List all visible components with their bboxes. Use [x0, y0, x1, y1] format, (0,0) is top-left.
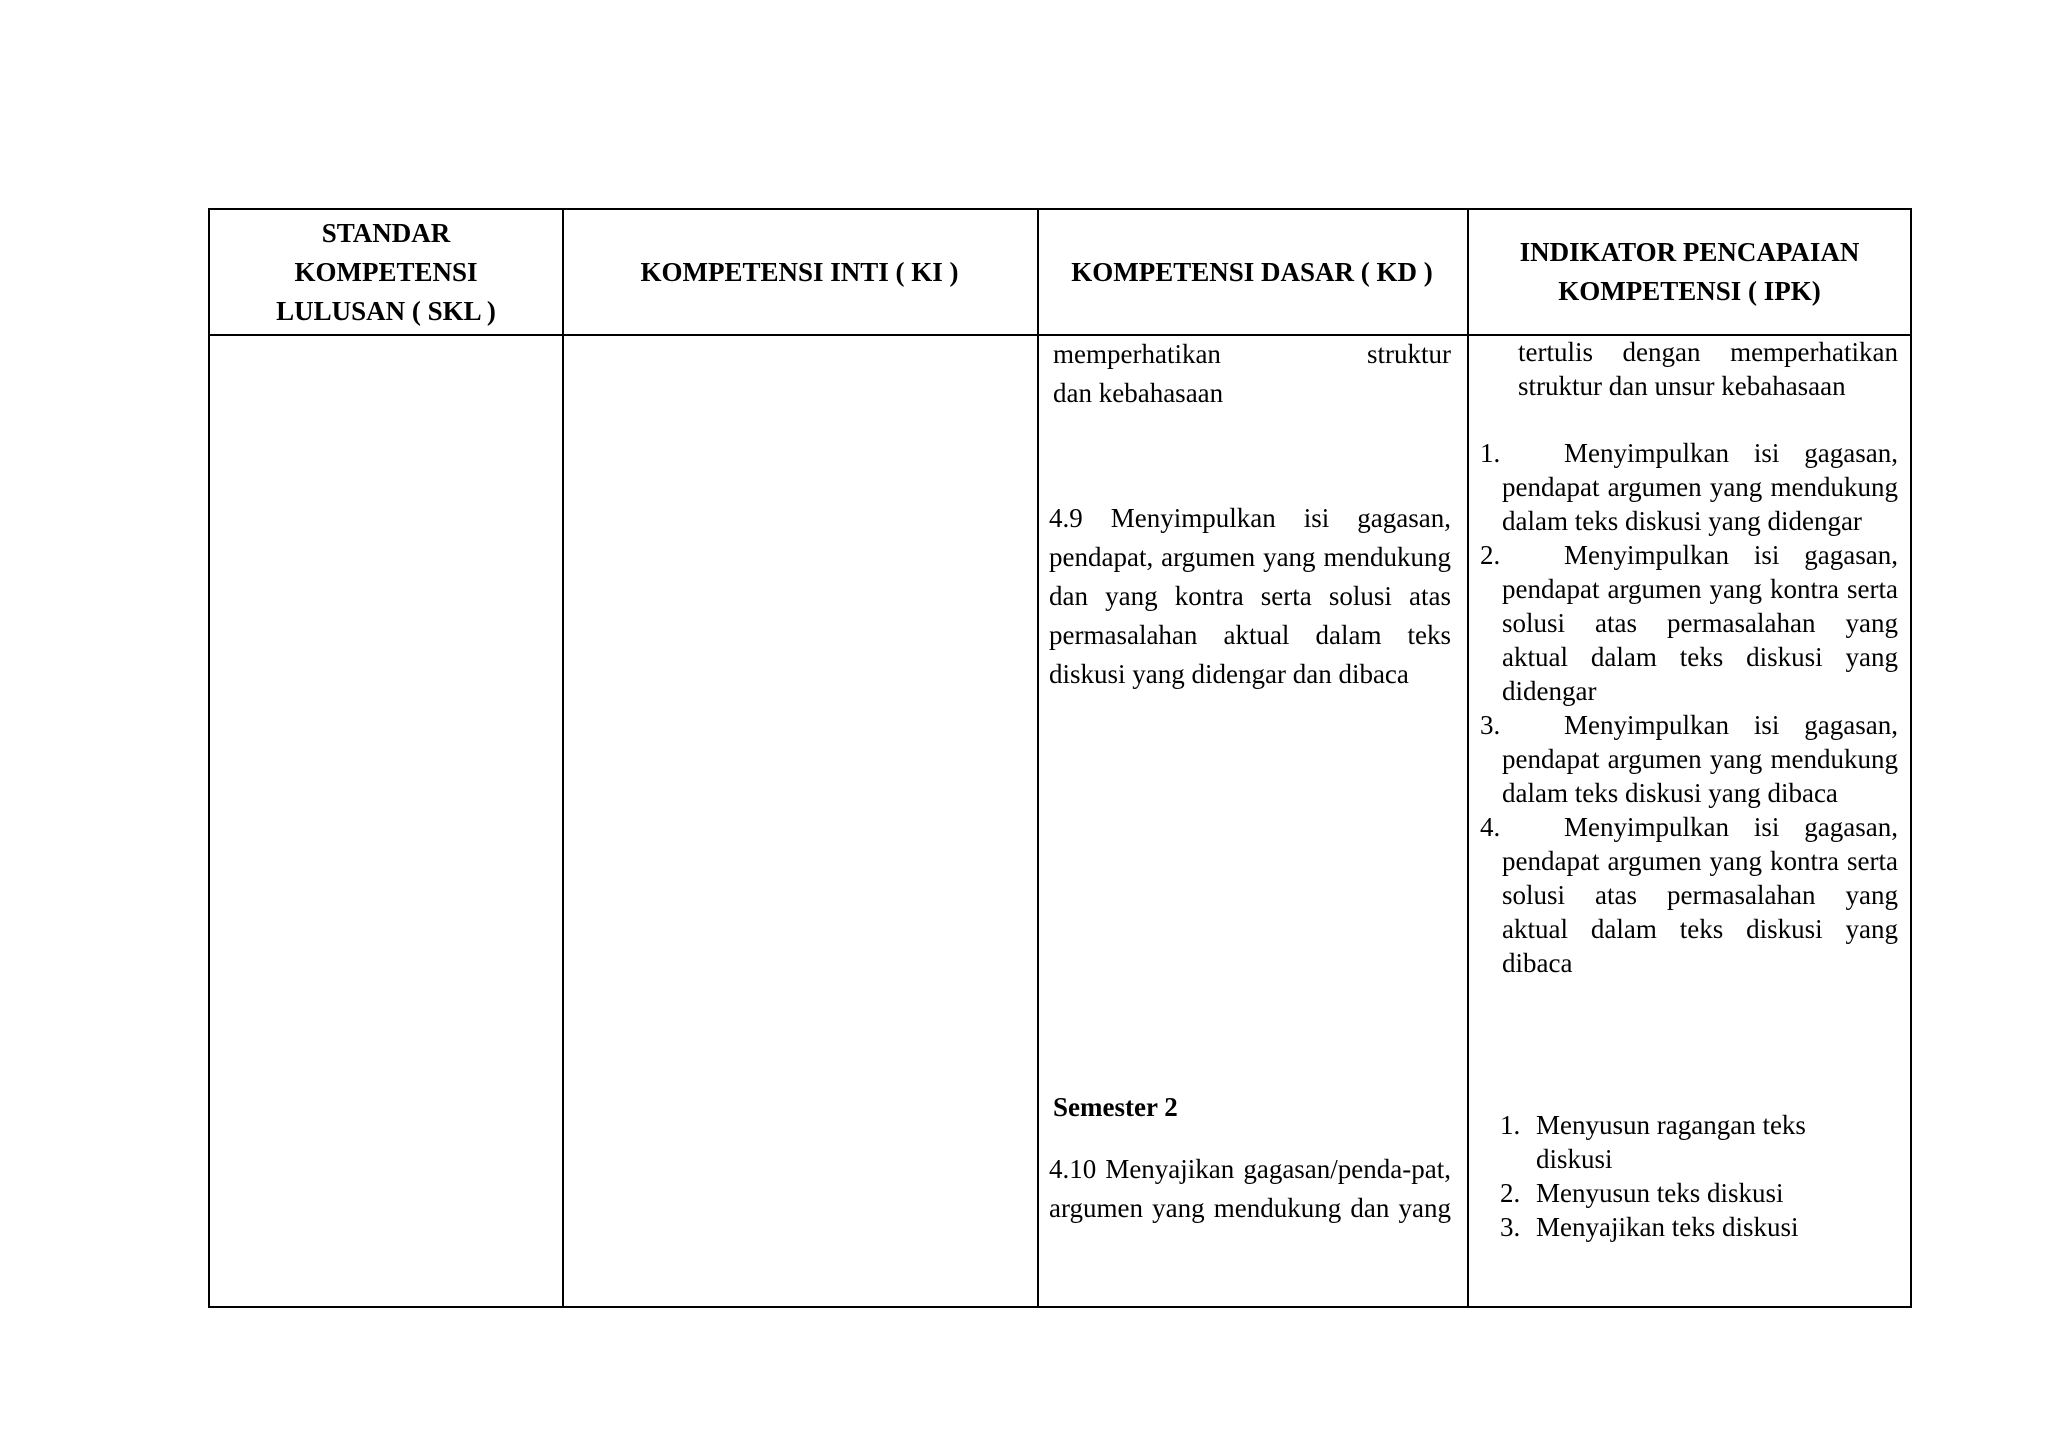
list-text: Menyimpulkan isi gagasan, pendapat argumen yang kontra serta solusi atas permasalahan yang aktual dalam teks diskusi yang didengar: [1502, 540, 1898, 706]
kd-4-9: 4.9 Menyimpulkan isi gagasan, pendapat, argumen yang mendukung dan yang kontra serta solusi atas permasalahan aktual dalam teks diskusi yang didengar dan dibaca: [1049, 503, 1451, 689]
list-text: Menyimpulkan isi gagasan, pendapat argumen yang mendukung dalam teks diskusi yang didengar: [1502, 438, 1898, 536]
list-item: [1480, 538, 1898, 708]
list-number: 1.: [1480, 438, 1501, 468]
list-item: [1480, 436, 1898, 538]
list-number: 2.: [1480, 540, 1501, 570]
list-text: Menyusun teks diskusi: [1536, 1178, 1784, 1208]
list-item: [1500, 1108, 1880, 1176]
ipk-list-4-10: [1500, 1108, 1880, 1244]
column-divider: [562, 210, 564, 1306]
kd-semester-2: Semester 2: [1053, 1092, 1178, 1122]
list-item: [1500, 1210, 1880, 1244]
list-text: Menyimpulkan isi gagasan, pendapat argumen yang kontra serta solusi atas permasalahan yang aktual dalam teks diskusi yang dibaca: [1502, 812, 1898, 978]
list-item: [1500, 1176, 1880, 1210]
kd-4-10: 4.10 Menyajikan gagasan/penda-pat, argumen yang mendukung dan yang: [1049, 1154, 1451, 1223]
list-item: [1480, 810, 1898, 980]
ipk-list-4-9: [1480, 436, 1898, 980]
list-number: 3.: [1480, 710, 1501, 740]
header-ipk: INDIKATOR PENCAPAIAN KOMPETENSI ( IPK): [1519, 237, 1860, 306]
kd-continuation-line2: dan kebahasaan: [1053, 378, 1224, 408]
column-divider: [1037, 210, 1039, 1306]
ipk-continuation-line1: tertulis dengan memperhatikan: [1518, 337, 1898, 367]
list-number: 1.: [1500, 1110, 1521, 1140]
header-ki: KOMPETENSI INTI ( KI ): [640, 256, 959, 287]
list-number: 3.: [1500, 1212, 1521, 1242]
header-kd: KOMPETENSI DASAR ( KD ): [1071, 256, 1433, 287]
list-text: Menyimpulkan isi gagasan, pendapat argumen yang mendukung dalam teks diskusi yang dibaca: [1502, 710, 1898, 808]
list-number: 2.: [1500, 1178, 1521, 1208]
list-text: Menyajikan teks diskusi: [1536, 1212, 1799, 1242]
ipk-continuation-line2: struktur dan unsur kebahasaan: [1518, 371, 1846, 401]
list-number: 4.: [1480, 812, 1501, 842]
list-text: Menyusun ragangan teks diskusi: [1536, 1110, 1806, 1174]
column-divider: [1467, 210, 1469, 1306]
kd-continuation-line1: memperhatikan struktur: [1053, 339, 1451, 369]
list-item: [1480, 708, 1898, 810]
header-skl: STANDAR KOMPETENSI LULUSAN ( SKL ): [276, 217, 496, 326]
